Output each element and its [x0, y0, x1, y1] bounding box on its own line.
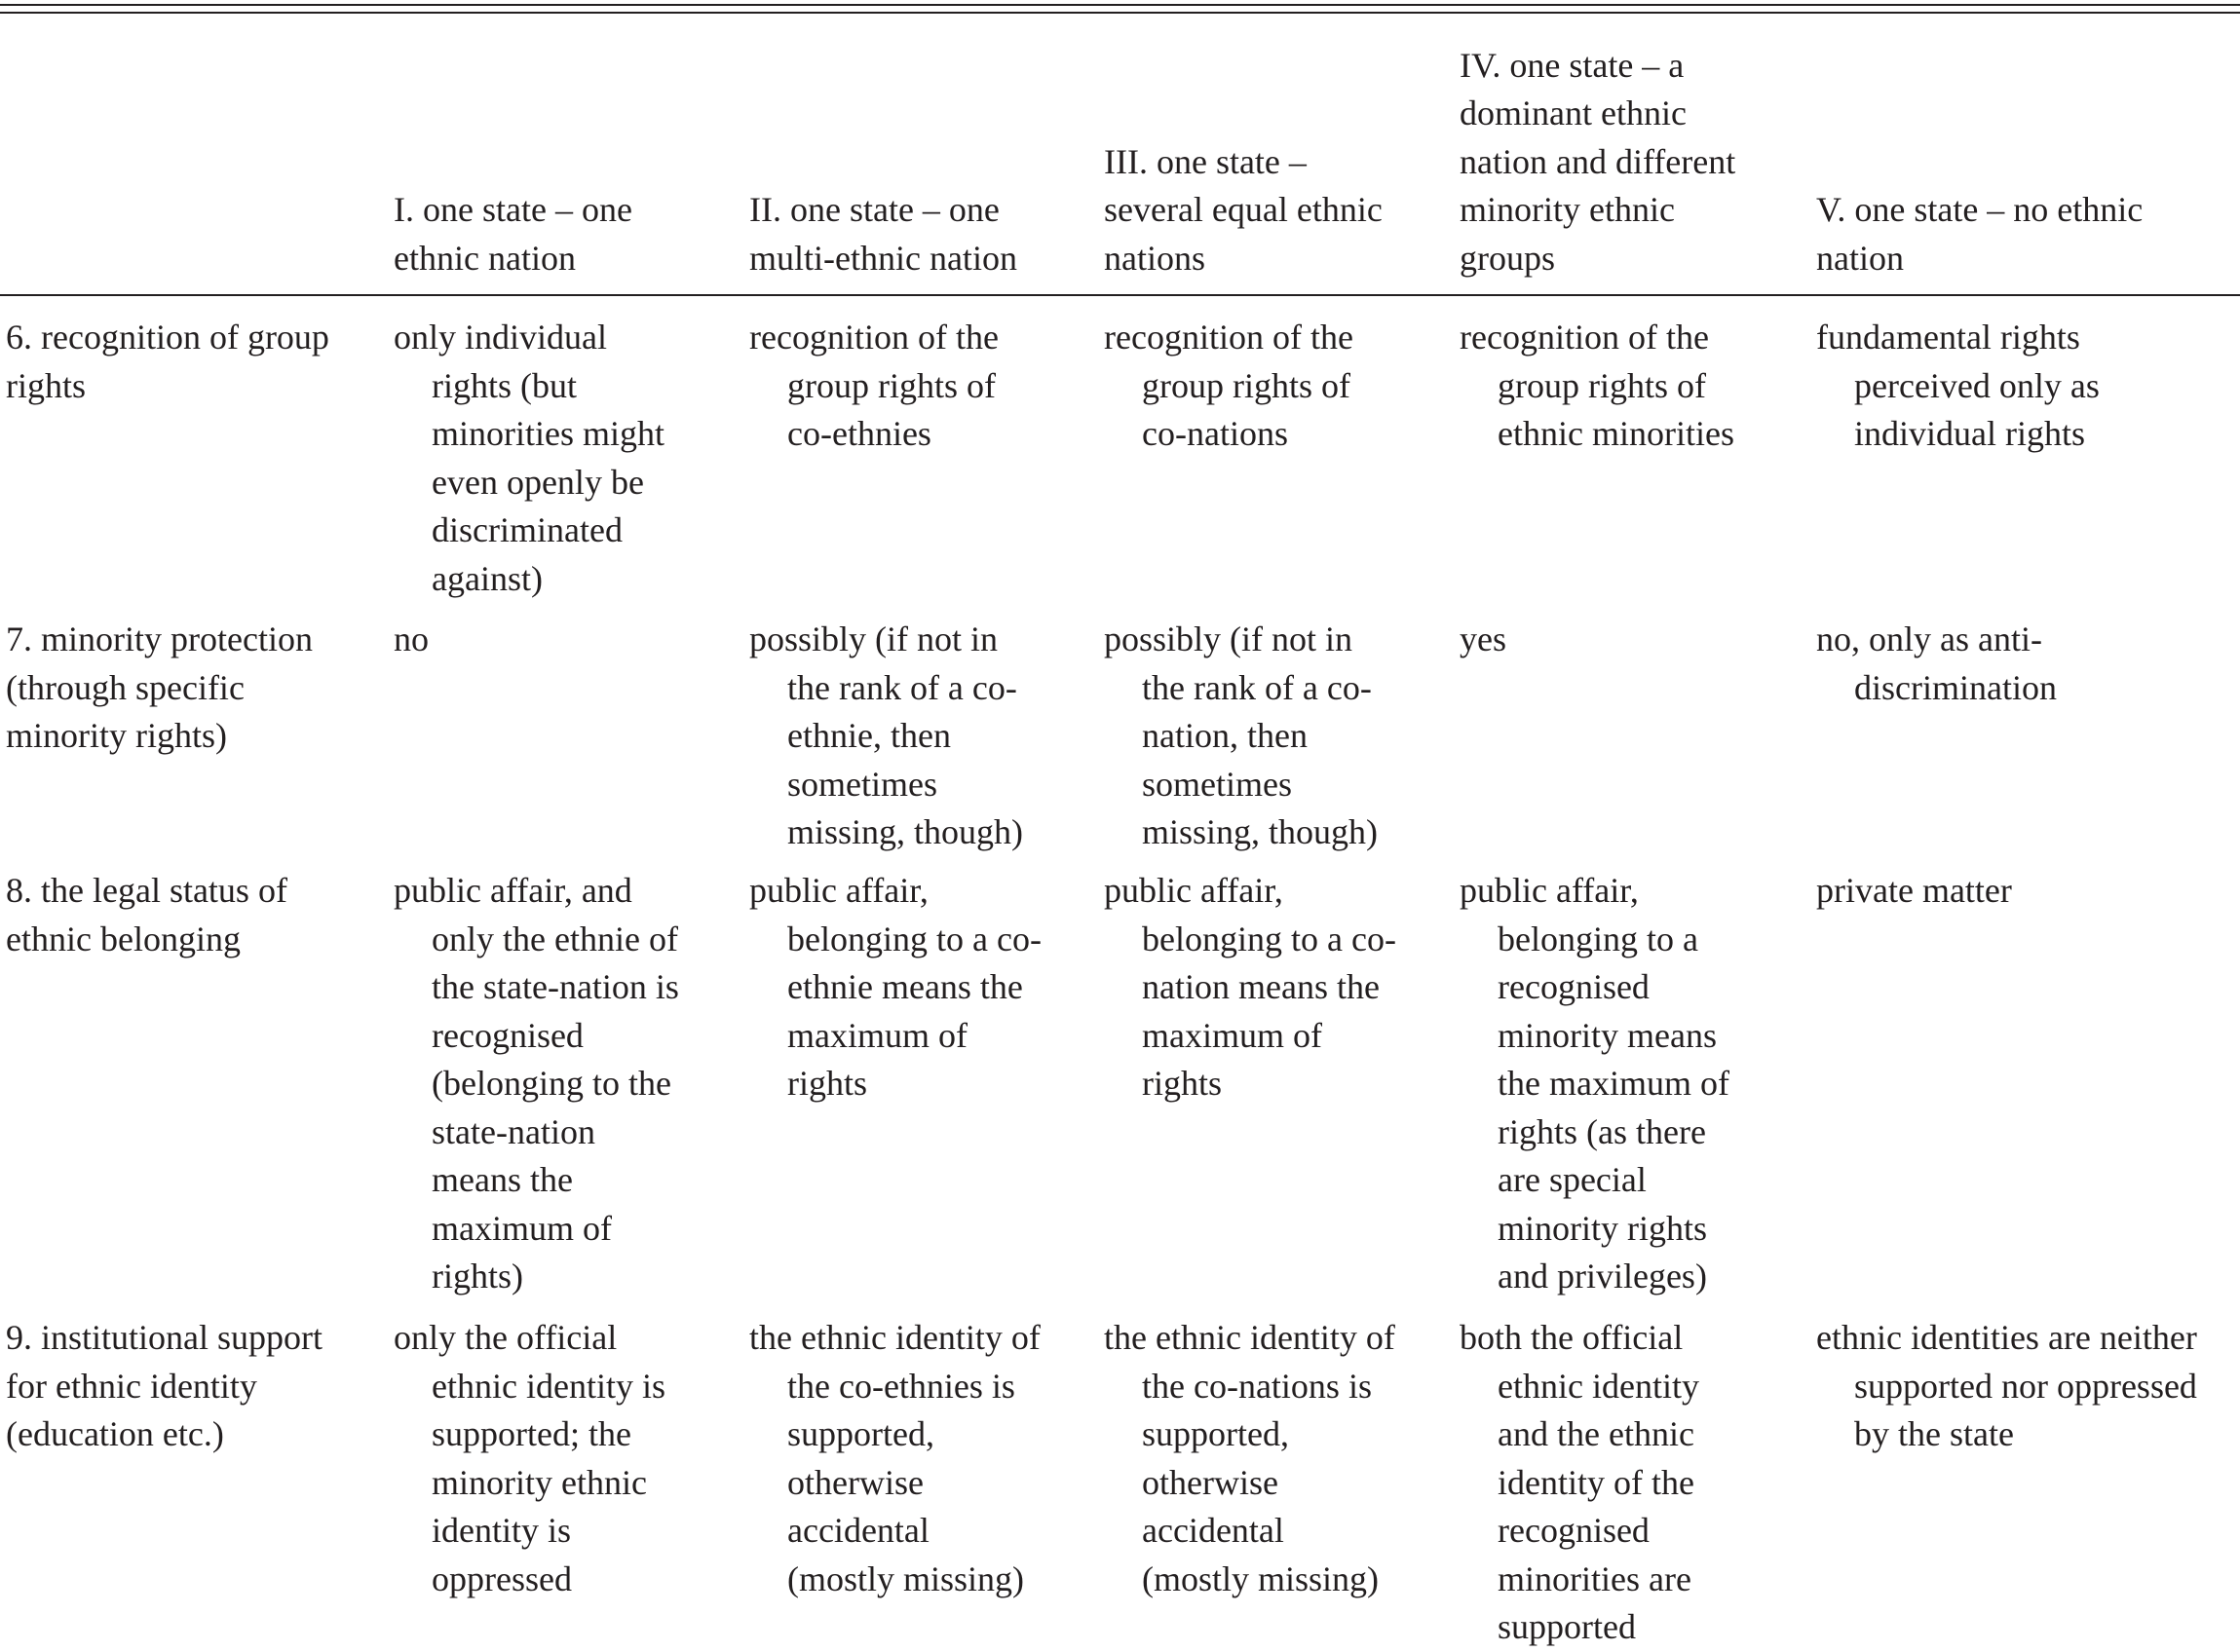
header-rule	[0, 294, 2240, 296]
text-line: co-ethnies	[787, 414, 931, 453]
text-line: rights	[787, 1064, 868, 1103]
text-line: minority rights	[1498, 1208, 1707, 1248]
text-line: accidental	[1142, 1511, 1284, 1550]
table-cell	[1460, 1314, 1805, 1652]
text-line: minority means	[1498, 1015, 1717, 1055]
table-cell	[749, 867, 1095, 1108]
top-rule-inner	[0, 12, 2240, 14]
text-line: both the official	[1460, 1318, 1684, 1357]
text-line: multi-ethnic nation	[749, 238, 1017, 278]
text-line: recognised	[1498, 967, 1650, 1006]
text-line: maximum of	[1142, 1015, 1322, 1055]
text-line: missing, though)	[1142, 812, 1379, 851]
column-header-4	[1460, 42, 1805, 283]
text-line: private matter	[1816, 871, 2012, 910]
table-cell	[1104, 867, 1450, 1108]
text-line: minority ethnic	[432, 1462, 647, 1502]
table-cell	[1816, 616, 2239, 712]
text-line: identity is	[432, 1511, 571, 1550]
text-line: accidental	[787, 1511, 930, 1550]
text-line: oppressed	[432, 1558, 572, 1598]
column-header-3	[1104, 138, 1450, 283]
text-line: IV. one state – a	[1460, 45, 1685, 85]
text-line: only individual	[394, 318, 607, 357]
text-line: 6. recognition of group	[6, 318, 329, 357]
text-line: several equal ethnic	[1104, 190, 1383, 229]
table-cell	[1460, 867, 1805, 1301]
text-line: recognition of the	[749, 318, 999, 357]
top-rule-outer	[0, 4, 2240, 6]
text-line: state-nation	[432, 1111, 595, 1151]
text-line: rights (as there	[1498, 1111, 1706, 1151]
text-line: minorities might	[432, 414, 664, 453]
text-line: identity of the	[1498, 1462, 1694, 1502]
text-line: the state-nation is	[432, 967, 679, 1006]
text-line: nation	[1816, 238, 1904, 278]
text-line: minorities are	[1498, 1558, 1691, 1598]
text-line: recognition of the	[1460, 318, 1709, 357]
row-label	[6, 616, 357, 761]
text-line: sometimes	[1142, 764, 1292, 804]
table-cell	[394, 1314, 740, 1603]
text-line: (mostly missing)	[1142, 1558, 1380, 1598]
row-label	[6, 867, 357, 963]
text-line: the co-nations is	[1142, 1366, 1372, 1406]
text-line: against)	[432, 558, 543, 598]
table-cell	[1816, 867, 2239, 916]
text-line: possibly (if not in	[749, 620, 999, 658]
text-line: ethnic identity is	[432, 1366, 665, 1406]
text-line: only the ethnie of	[432, 919, 678, 958]
text-line: nations	[1104, 238, 1205, 278]
text-line: (belonging to the	[432, 1064, 671, 1103]
text-line: the maximum of	[1498, 1064, 1729, 1103]
column-header-2	[749, 186, 1095, 282]
text-line: belonging to a	[1498, 919, 1698, 958]
text-line: the co-ethnies is	[787, 1366, 1015, 1406]
text-line: the ethnic identity of	[1104, 1318, 1395, 1357]
table-cell	[1816, 1314, 2239, 1459]
table-cell	[394, 867, 740, 1301]
table-cell	[394, 616, 740, 664]
text-line: no, only as anti-	[1816, 620, 2042, 658]
text-line: possibly (if not in	[1104, 620, 1353, 658]
text-line: supported; the	[432, 1414, 631, 1453]
text-line: belonging to a co-	[787, 919, 1042, 958]
text-line: the rank of a co-	[1142, 667, 1372, 707]
text-line: the rank of a co-	[787, 667, 1017, 707]
text-line: recognised	[432, 1015, 584, 1055]
table-cell	[1104, 1314, 1450, 1603]
text-line: rights (but	[432, 365, 577, 405]
text-line: and privileges)	[1498, 1257, 1707, 1295]
text-line: otherwise	[787, 1462, 924, 1502]
text-line: rights	[1142, 1064, 1223, 1103]
text-line: (through specific	[6, 667, 245, 707]
column-header-5	[1816, 186, 2239, 282]
text-line: public affair,	[1104, 871, 1283, 910]
text-line: means the	[432, 1160, 573, 1199]
text-line: nation, then	[1142, 716, 1308, 755]
text-line: the ethnic identity of	[749, 1318, 1041, 1357]
text-line: II. one state – one	[749, 190, 1000, 229]
table-cell	[1460, 314, 1805, 459]
text-line: maximum of	[432, 1208, 612, 1248]
text-line: supported	[1498, 1607, 1636, 1646]
text-line: even openly be	[432, 462, 644, 502]
text-line: ethnic minorities	[1498, 414, 1734, 453]
text-line: ethnie, then	[787, 716, 951, 755]
text-line: group rights of	[1142, 365, 1350, 405]
text-line: yes	[1460, 620, 1506, 658]
text-line: nation and different	[1460, 141, 1736, 181]
table-cell	[749, 1314, 1095, 1603]
table-cell	[1104, 314, 1450, 459]
text-line: for ethnic identity	[6, 1366, 257, 1406]
column-header-1	[394, 186, 740, 282]
text-line: 9. institutional support	[6, 1318, 323, 1357]
text-line: minority rights)	[6, 716, 227, 755]
text-line: ethnic identities are neither	[1816, 1318, 2197, 1357]
text-line: supported,	[787, 1414, 934, 1453]
text-line: perceived only as	[1854, 365, 2100, 405]
row-label	[6, 314, 357, 410]
text-line: otherwise	[1142, 1462, 1278, 1502]
text-line: are special	[1498, 1160, 1647, 1199]
text-line: 7. minority protection	[6, 620, 313, 658]
row-label	[6, 1314, 357, 1459]
text-line: discrimination	[1854, 667, 2057, 707]
text-line: public affair, and	[394, 871, 632, 910]
text-line: III. one state –	[1104, 141, 1307, 181]
text-line: rights	[6, 365, 87, 405]
text-line: V. one state – no ethnic	[1816, 190, 2144, 229]
text-line: individual rights	[1854, 414, 2085, 453]
table-cell	[1816, 314, 2239, 459]
text-line: ethnic identity	[1498, 1366, 1699, 1406]
table-cell	[1104, 616, 1450, 857]
text-line: recognition of the	[1104, 318, 1353, 357]
text-line: groups	[1460, 238, 1555, 278]
text-line: (mostly missing)	[787, 1558, 1025, 1598]
text-line: public affair,	[749, 871, 929, 910]
table-cell	[394, 314, 740, 603]
text-line: ethnic belonging	[6, 919, 241, 958]
text-line: recognised	[1498, 1511, 1650, 1550]
table-cell	[749, 616, 1095, 857]
text-line: fundamental rights	[1816, 318, 2080, 357]
text-line: rights)	[432, 1257, 523, 1295]
text-line: (education etc.)	[6, 1414, 224, 1453]
table-cell	[1460, 616, 1805, 664]
text-line: co-nations	[1142, 414, 1288, 453]
table-cell	[749, 314, 1095, 459]
text-line: minority ethnic	[1460, 190, 1675, 229]
text-line: ethnie means the	[787, 967, 1023, 1006]
text-line: only the official	[394, 1318, 618, 1357]
text-line: missing, though)	[787, 812, 1024, 851]
text-line: group rights of	[787, 365, 996, 405]
text-line: and the ethnic	[1498, 1414, 1694, 1453]
text-line: nation means the	[1142, 967, 1380, 1006]
text-line: supported nor oppressed	[1854, 1366, 2197, 1406]
text-line: maximum of	[787, 1015, 968, 1055]
text-line: ethnic nation	[394, 238, 576, 278]
text-line: public affair,	[1460, 871, 1639, 910]
text-line: discriminated	[432, 510, 623, 549]
text-line: no	[394, 620, 429, 658]
text-line: by the state	[1854, 1414, 2014, 1453]
text-line: dominant ethnic	[1460, 94, 1687, 132]
text-line: supported,	[1142, 1414, 1289, 1453]
text-line: I. one state – one	[394, 190, 632, 229]
text-line: sometimes	[787, 764, 937, 804]
text-line: group rights of	[1498, 365, 1706, 405]
text-line: 8. the legal status of	[6, 871, 287, 910]
text-line: belonging to a co-	[1142, 919, 1396, 958]
